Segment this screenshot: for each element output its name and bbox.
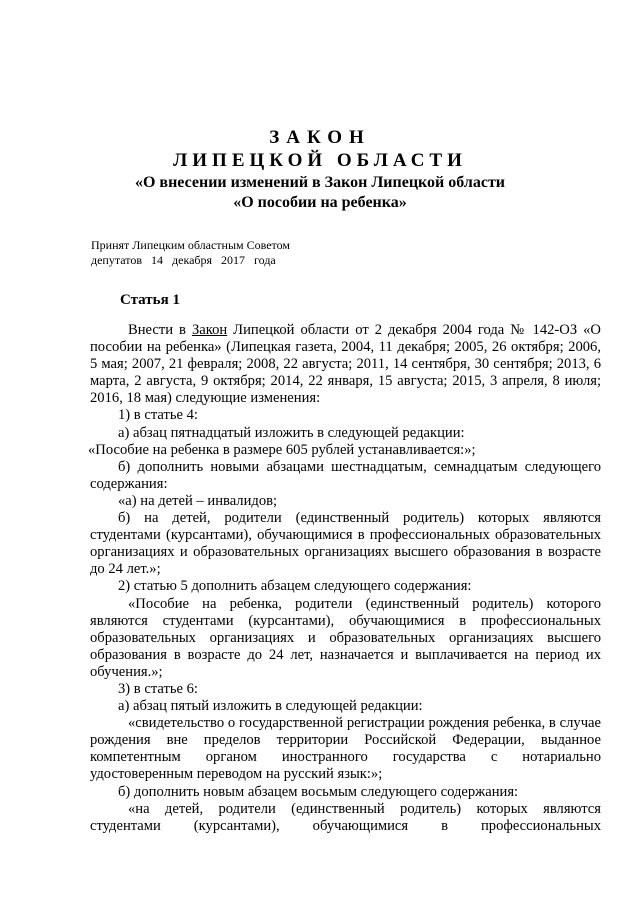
adoption-line2: депутатов 14 декабря 2017 года: [91, 253, 276, 267]
intro-text-rest: Липецкой области от 2 декабря 2004 года № 142-ОЗ «О пособии на ребенка» (Липецкая газета, 2004, 11 декабря; 2005, 26 октября; 2006, 5 мая; 2007, 21 февраля; 2008, 22 августа; 2011, 14 сентября, 30 сентября; 2013, 6 марта, 2 августа, 9 октября; 2014, 22 января, 15 августа; 2015, 3 апреля, 8 июля; 2016, 18 мая) следующие изменения:: [90, 322, 601, 407]
paragraph: 3) в статье 6:: [118, 680, 198, 697]
paragraph: «Пособие на ребенка в размере 605 рублей устанавливается:»;: [88, 441, 476, 458]
intro-text-start: Внести в: [128, 322, 192, 338]
paragraph: 2) статью 5 дополнить абзацем следующего содержания:: [118, 578, 472, 595]
paragraph-intro: [90, 322, 601, 407]
article-heading: Статья 1: [120, 292, 180, 308]
paragraph: б) дополнить новыми абзацами шестнадцатым, семнадцатым следующего содержания:: [90, 458, 601, 492]
paragraph: 1) в статье 4:: [118, 407, 198, 424]
region-title: ЛИПЕЦКОЙ ОБЛАСТИ: [173, 150, 467, 171]
article-body: [90, 322, 601, 835]
law-subject-line2: «О пособии на ребенка»: [233, 194, 407, 211]
paragraph: «на детей, родители (единственный родитель) которых являются студентами (курсантами), обучающимися в профессиональных: [90, 800, 601, 834]
paragraph: «а) на детей – инвалидов;: [118, 492, 278, 509]
law-header: [0, 127, 640, 213]
paragraph: а) абзац пятнадцатый изложить в следующей редакции:: [118, 424, 465, 441]
paragraph: «Пособие на ребенка, родители (единственный родитель) которого являются студентами (курсантами), обучающимися в профессиональных образовательных организациях и образовательных организациях высшего образования в возрасте до 24 лет, назначается и выплачивается на период их обучения.»;: [90, 595, 601, 680]
adoption-line1: Принят Липецким областным Советом: [91, 238, 290, 252]
paragraph: б) на детей, родители (единственный родитель) которых являются студентами (курсантами), обучающимися в профессиональных образовательных организациях и образовательных организациях высшего образования в возрасте до 24 лет.»;: [90, 510, 601, 578]
adoption-info: [91, 238, 290, 268]
paragraph: б) дополнить новым абзацем восьмым следующего содержания:: [118, 783, 519, 800]
paragraph: «свидетельство о государственной регистрации рождения ребенка, в случае рождения вне пределов территории Российской Федерации, выданное компетентным органом иностранного государства с нотариально удостоверенным переводом на русский язык:»;: [90, 715, 601, 783]
law-link[interactable]: Закон: [191, 322, 228, 338]
law-title: ЗАКОН: [269, 127, 371, 148]
law-subject-line1: «О внесении изменений в Закон Липецкой области: [134, 174, 506, 191]
paragraph: а) абзац пятый изложить в следующей редакции:: [118, 698, 423, 715]
